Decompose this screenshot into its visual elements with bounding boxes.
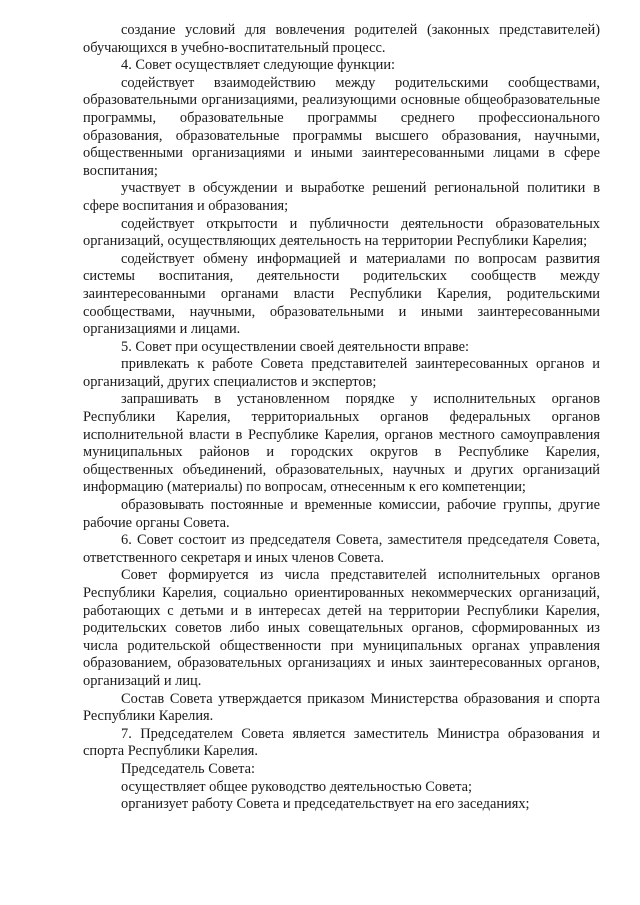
paragraph: Совет формируется из числа представителей исполнительных органов Республики Карелия, социально ориентированных некоммерческих организаций, работающих с детьми и в интересах детей на территории Республики Карелия, родительских советов либо иных совещательных органов, сформированных из числа родительской общественности при муниципальных органах управления образованием, образовательных организациях и иных заинтересованных органов, организаций и лиц. bbox=[83, 567, 600, 689]
section-heading-4: 4. Совет осуществляет следующие функции: bbox=[121, 57, 396, 74]
paragraph: создание условий для вовлечения родителей (законных представителей) обучающихся в учебно-воспитательный процесс. bbox=[83, 22, 600, 56]
section-heading-7: 7. Председателем Совета является заместитель Министра образования и спорта Республики Карелия. bbox=[83, 725, 600, 760]
paragraph: Председатель Совета: bbox=[121, 760, 255, 777]
paragraph: Состав Совета утверждается приказом Министерства образования и спорта Республики Карелия. bbox=[83, 690, 600, 725]
paragraph: осуществляет общее руководство деятельностью Совета; bbox=[121, 778, 473, 795]
paragraph: содействует обмену информацией и материалами по вопросам развития системы воспитания, деятельности родительских сообществ между заинтересованными органами власти Республики Карелия, родительскими сообществами, научными, образовательными и иными заинтересованными организациями и лицами. bbox=[83, 250, 600, 338]
paragraph: запрашивать в установленном порядке у исполнительных органов Республики Карелия, территориальных органов федеральных органов исполнительной власти в Республике Карелия, органов местного самоуправления муниципальных районов и городских округов в Республике Карелия, общественных объединений, образовательных, научных и других организаций информацию (материалы) по вопросам, отнесенным к его компетенции; bbox=[83, 391, 600, 496]
document-body bbox=[83, 22, 600, 814]
paragraph: образовывать постоянные и временные комиссии, рабочие группы, другие рабочие органы Совета. bbox=[83, 497, 600, 531]
section-heading-6: 6. Совет состоит из председателя Совета, заместителя председателя Совета, ответственного секретаря и иных членов Совета. bbox=[83, 532, 600, 566]
paragraph: содействует открытости и публичности деятельности образовательных организаций, осуществляющих деятельность на территории Республики Карелия; bbox=[83, 215, 600, 250]
paragraph: организует работу Совета и председательствует на его заседаниях; bbox=[121, 796, 530, 813]
section-heading-5: 5. Совет при осуществлении своей деятельности вправе: bbox=[121, 338, 469, 355]
paragraph: привлекать к работе Совета представителей заинтересованных органов и организаций, других специалистов и экспертов; bbox=[83, 356, 600, 390]
paragraph: участвует в обсуждении и выработке решений региональной политики в сфере воспитания и образования; bbox=[83, 180, 600, 214]
paragraph: содействует взаимодействию между родительскими сообществами, образовательными организациями, реализующими основные общеобразовательные программы, образовательные программы среднего профессионального образования, образовательные программы высшего образования, научными, общественными организациями и иными заинтересованными лицами в сфере воспитания; bbox=[83, 74, 600, 179]
